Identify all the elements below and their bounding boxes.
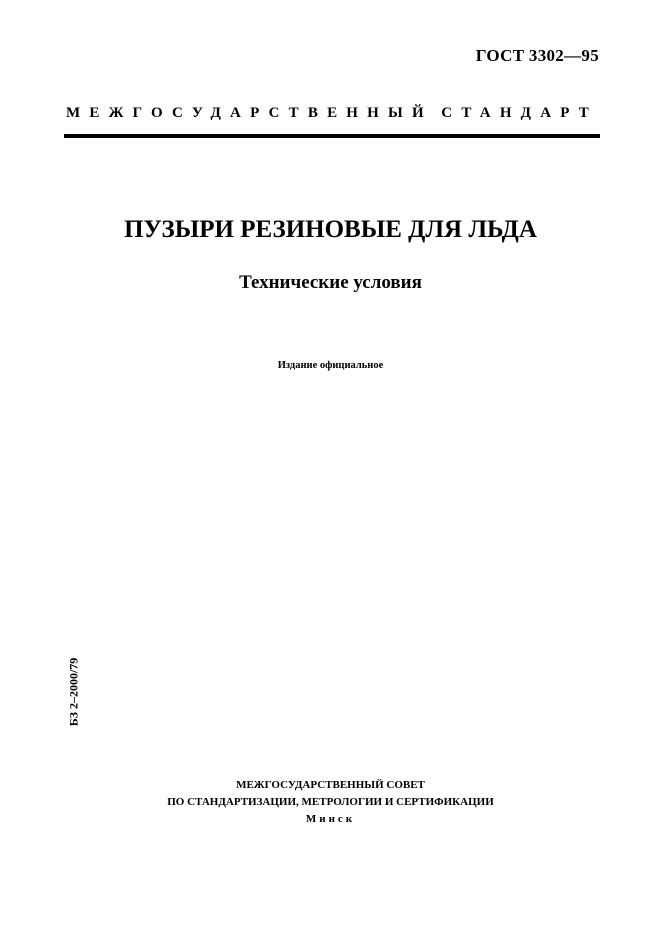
document-number: ГОСТ 3302—95 <box>475 46 599 65</box>
document-subtitle: Технические условия <box>239 272 422 293</box>
edition-note: Издание официальное <box>277 360 384 371</box>
header-divider <box>64 134 600 138</box>
standard-type-word-interstate: МЕЖГОСУДАРСТВЕННЫЙ <box>66 105 433 121</box>
side-code-vertical <box>64 650 84 734</box>
standard-type-heading <box>66 105 598 122</box>
document-title: ПУЗЫРИ РЕЗИНОВЫЕ ДЛЯ ЛЬДА <box>124 216 537 243</box>
publisher-line-2: ПО СТАНДАРТИЗАЦИИ, МЕТРОЛОГИИ И СЕРТИФИКАЦИИ <box>167 796 494 808</box>
side-code-text: БЗ 2–2000/79 <box>66 657 81 727</box>
standard-type-word-standard: СТАНДАРТ <box>441 105 598 121</box>
publisher-line-1: МЕЖГОСУДАРСТВЕННЫЙ СОВЕТ <box>236 779 425 791</box>
publisher-block <box>0 777 661 828</box>
publisher-city: Минск <box>305 813 356 825</box>
